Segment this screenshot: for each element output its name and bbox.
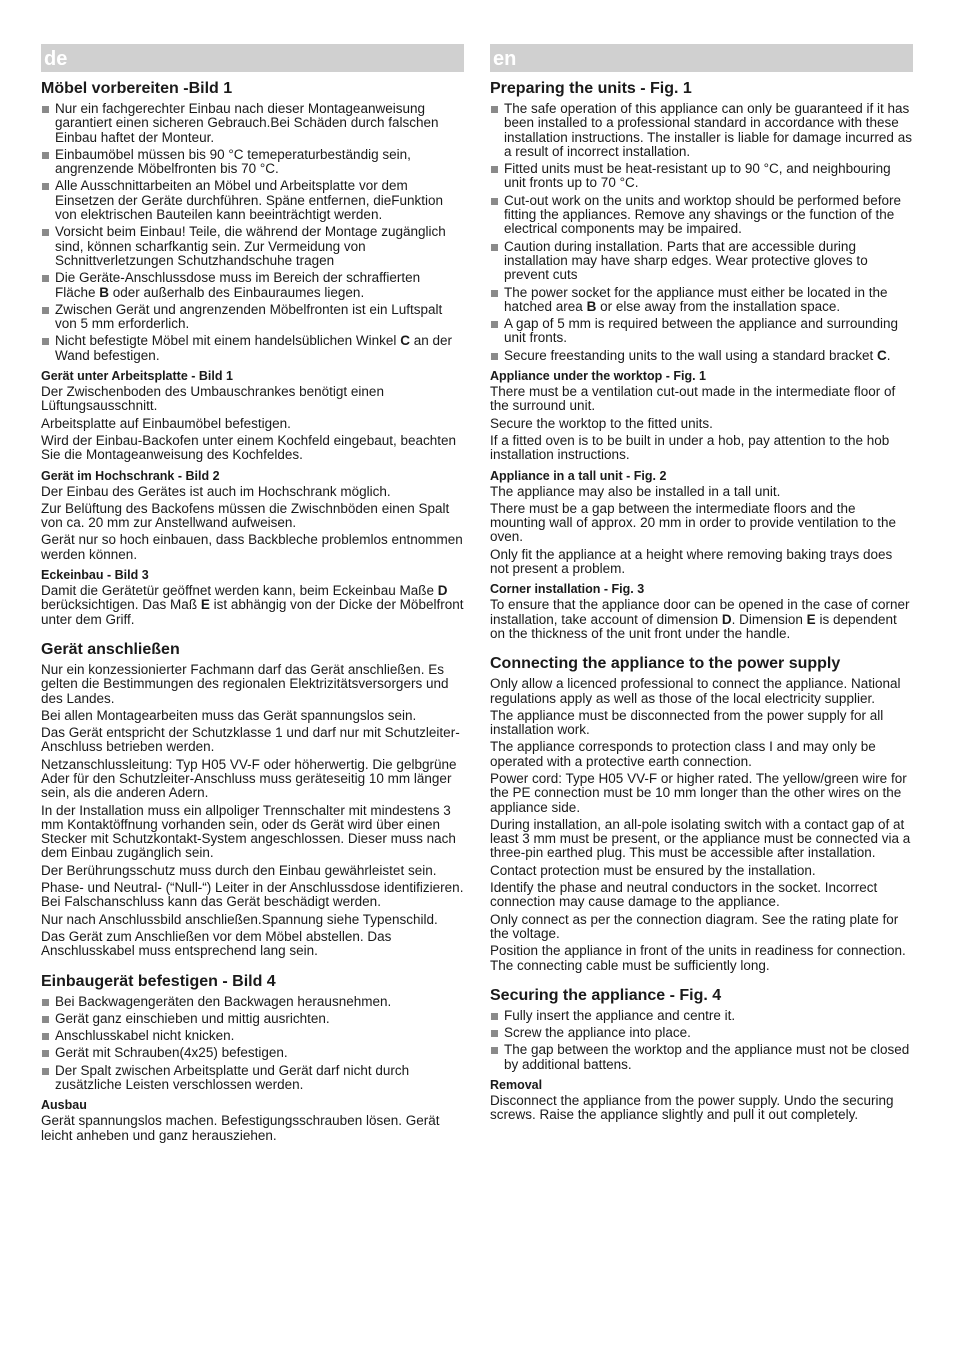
label-letter: B (99, 284, 110, 300)
text-run: Gerät ganz einschieben und mittig ausrichten. (55, 1010, 330, 1026)
list-item (41, 995, 464, 1009)
paragraph: The appliance corresponds to protection class I and may only be operated with a protective earth connection. (490, 739, 876, 769)
bullet-square-icon (491, 353, 498, 360)
text-run: Alle Ausschnittarbeiten an Möbel und Arbeitsplatte vor dem Einsetzen der Geräte durchführen. Späne entfernen, dieFunktion von elektrischen Bauteilen kann beeinträchtigt werden. (55, 178, 443, 223)
text-run: is dependent on the thickness of the unit front under the handle. (490, 611, 897, 641)
bullet-square-icon (42, 1016, 49, 1023)
text-run: or else away from the installation space. (596, 298, 841, 314)
bullet-list (41, 102, 464, 363)
text-run: . Dimension (731, 611, 807, 627)
bullet-square-icon (42, 275, 49, 282)
list-item (41, 334, 464, 363)
list-item (490, 162, 913, 191)
text-run: To ensure that the appliance door can be opened in the case of corner installation, take account of dimension (490, 597, 910, 627)
paragraph: During installation, an all-pole isolating switch with a contact gap of at least 3 mm must be present, or the appliance must be connected via a three-pin earthed plug. This must be accessible after installation. (490, 816, 911, 861)
text-run: Cut-out work on the units and worktop should be performed before fitting the appliances. Remove any shavings or the function of the electrical components may be impaired. (504, 192, 901, 237)
bullet-square-icon (42, 229, 49, 236)
list-item (41, 1064, 464, 1093)
paragraph: Nur ein konzessionierter Fachmann darf das Gerät anschließen. Es gelten die Bestimmungen des regionalen Elektrizitätsversorgers und des Landes. (41, 661, 449, 706)
paragraph: In der Installation muss ein allpoliger Trennschalter mit mindestens 3 mm Kontaktöffnung vorhanden sein, oder ds Gerät wird über einen Stecker mit Schutzkontakt-System angeschlossen. Dieser muss nach dem Einbau zugänglich sein. (41, 802, 456, 861)
list-item (490, 317, 913, 346)
paragraph: The appliance may also be installed in a tall unit. (490, 483, 781, 499)
text-run: Gerät mit Schrauben(4x25) befestigen. (55, 1045, 288, 1061)
subsection-heading: Eckeinbau - Bild 3 (41, 568, 149, 583)
list-item (490, 286, 913, 315)
text-run: Caution during installation. Parts that are accessible during installation may have sharp edges. Wear protective gloves to prevent cuts (504, 238, 868, 283)
bullet-square-icon (42, 338, 49, 345)
bullet-square-icon (491, 244, 498, 251)
bullet-square-icon (42, 1068, 49, 1075)
paragraph: Only fit the appliance at a height where removing baking trays does not present a problem. (490, 546, 893, 577)
bullet-square-icon (491, 1047, 498, 1054)
label-letter: E (200, 597, 210, 613)
text-run: Fitted units must be heat-resistant up to 90 °C, and neighbouring unit fronts up to 70 °C. (504, 161, 891, 191)
text-run: Screw the appliance into place. (504, 1025, 691, 1041)
paragraph: Zur Belüftung des Backofens müssen die Zwischnböden einen Spalt von ca. 20 mm zur Anstellwand aufweisen. (41, 500, 450, 531)
label-letter: E (806, 611, 816, 627)
paragraph: Der Zwischenboden des Umbauschrankes benötigt einen Lüftungsausschnitt. (41, 384, 384, 414)
paragraph: Secure the worktop to the fitted units. (490, 415, 713, 431)
text-run: Vorsicht beim Einbau! Teile, die während der Montage zugänglich sind, können scharfkantig sein. Zur Vermeidung von Schnittverletzungen Schutzhandschuhe tragen (55, 224, 446, 268)
subsection-heading: Gerät unter Arbeitsplatte - Bild 1 (41, 369, 233, 384)
text-run: Nur ein fachgerechter Einbau nach dieser Montageanweisung garantiert einen sicheren Gebrauch.Bei Schäden durch falschen Einbau haftet der Monteur. (55, 101, 439, 145)
paragraph: Gerät nur so hoch einbauen, dass Backbleche problemlos entnommen werden können. (41, 532, 463, 562)
label-letter: D (437, 583, 448, 599)
text-run: Zwischen Gerät und angrenzenden Möbelfronten ist ein Luftspalt von 5 mm erforderlich. (55, 301, 443, 332)
paragraph: Arbeitsplatte auf Einbaumöbel befestigen. (41, 415, 291, 431)
list-item (41, 102, 464, 145)
bullet-square-icon (42, 152, 49, 159)
label-letter: C (400, 333, 410, 349)
paragraph: Phase- und Neutral- (“Null-“) Leiter in der Anschlussdose identifizieren. Bei Falschanschluss kann das Gerät beschädigt werden. (41, 880, 464, 910)
list-item (490, 1009, 913, 1023)
bullet-square-icon (42, 1050, 49, 1057)
paragraph: Power cord: Type H05 VV-F or higher rated. The yellow/green wire for the PE connection must be 10 mm longer than the other wires on the appliance side. (490, 770, 907, 815)
text-run: Anschlusskabel nicht knicken. (55, 1028, 235, 1044)
text-run: Bei Backwagengeräten den Backwagen herausnehmen. (55, 993, 392, 1009)
bullet-list (490, 1009, 913, 1072)
text-run: Nicht befestigte Möbel mit einem handelsüblichen Winkel (55, 333, 401, 349)
list-item (490, 240, 913, 283)
paragraph: Only connect as per the connection diagram. See the rating plate for the voltage. (490, 911, 899, 941)
list-item (41, 1029, 464, 1043)
paragraph: Bei allen Montagearbeiten muss das Gerät spannungslos sein. (41, 707, 417, 723)
bullet-square-icon (42, 1033, 49, 1040)
paragraph (490, 598, 913, 641)
text-run: an der Wand befestigen. (55, 333, 452, 363)
bullet-square-icon (491, 198, 498, 205)
paragraph: Wird der Einbau-Backofen unter einem Kochfeld eingebaut, beachten Sie die Montageanweisung des Kochfeldes. (41, 432, 457, 463)
paragraph: Contact protection must be ensured by the installation. (490, 862, 816, 878)
list-item (41, 148, 464, 177)
paragraph: Das Gerät zum Anschließen vor dem Möbel abstellen. Das Anschlusskabel muss entsprechend lang sein. (41, 928, 392, 959)
bullet-square-icon (42, 183, 49, 190)
bullet-square-icon (491, 290, 498, 297)
paragraph: Nur nach Anschlussbild anschließen.Spannung siehe Typenschild. (41, 911, 438, 927)
list-item (41, 1012, 464, 1026)
label-letter: B (586, 298, 597, 314)
subsection-heading: Gerät im Hochschrank - Bild 2 (41, 468, 220, 483)
text-run: Fully insert the appliance and centre it. (504, 1007, 736, 1023)
bullet-square-icon (42, 999, 49, 1006)
subsection-heading: Removal (490, 1078, 543, 1093)
paragraph: Identify the phase and neutral conductors in the socket. Incorrect connection may cause damage to the appliance. (490, 880, 878, 910)
paragraph: If a fitted oven is to be built in under a hob, pay attention to the hob installation instructions. (490, 432, 890, 463)
bullet-square-icon (491, 1030, 498, 1037)
list-item (490, 102, 913, 159)
section-heading: Preparing the units - Fig. 1 (490, 80, 692, 97)
text-run: Secure freestanding units to the wall using a standard bracket (504, 347, 877, 363)
text-run: The safe operation of this appliance can only be guaranteed if it has been installed to a professional standard in accordance with these installation instructions. The installer is liable for damage incurred as a result of incorrect installation. (504, 101, 912, 159)
paragraph: Gerät spannungslos machen. Befestigungsschrauben lösen. Gerät leicht anheben und ganz herausziehen. (41, 1113, 440, 1143)
label-letter: D (721, 611, 732, 627)
paragraph: Der Berührungsschutz muss durch den Einbau gewährleistet sein. (41, 862, 437, 878)
list-item (41, 225, 464, 268)
list-item (41, 179, 464, 222)
text-run: Damit die Gerätetür geöffnet werden kann, beim Eckeinbau Maße (41, 583, 438, 599)
text-run: Der Spalt zwischen Arbeitsplatte und Gerät darf nicht durch zusätzliche Leisten verschlossen werden. (55, 1062, 410, 1093)
bullet-square-icon (491, 1013, 498, 1020)
text-run: berücksichtigen. Das Maß (41, 597, 201, 613)
section-heading: Securing the appliance - Fig. 4 (490, 986, 722, 1004)
bullet-list (41, 995, 464, 1093)
paragraph: The appliance must be disconnected from the power supply for all installation work. (490, 707, 884, 738)
bullet-square-icon (491, 106, 498, 113)
text-run: The power socket for the appliance must either be located in the hatched area (504, 284, 888, 314)
subsection-heading: Ausbau (41, 1098, 87, 1113)
label-letter: C (876, 347, 887, 363)
text-run: Die Geräte-Anschlussdose muss im Bereich der schraffierten Fläche (55, 270, 421, 300)
section-heading: Gerät anschließen (41, 640, 180, 658)
list-item (41, 271, 464, 300)
paragraph: There must be a gap between the intermediate floors and the mounting wall of approx. 20 mm in order to provide ventilation to the oven. (490, 500, 896, 545)
text-run: oder außerhalb des Einbauraumes liegen. (109, 284, 365, 300)
section-heading: Connecting the appliance to the power supply (490, 655, 841, 673)
list-item (490, 194, 913, 237)
list-item (490, 349, 913, 363)
paragraph: There must be a ventilation cut-out made in the intermediate floor of the surround unit. (490, 384, 896, 414)
bullet-square-icon (491, 321, 498, 328)
text-run: Einbaumöbel müssen bis 90 °C temeperaturbeständig sein, angrenzende Möbelfronten bis 70 °C. (55, 146, 411, 177)
bullet-list (490, 102, 913, 363)
text-run: ist abhängig von der Dicke der Möbelfront unter dem Griff. (41, 597, 464, 627)
section-heading: Einbaugerät befestigen - Bild 4 (41, 972, 276, 990)
german-column (41, 44, 464, 1146)
language-header: en (490, 44, 913, 72)
paragraph: Disconnect the appliance from the power supply. Undo the securing screws. Raise the appliance slightly and pull it out completely. (490, 1093, 894, 1123)
list-item (41, 303, 464, 332)
paragraph: Der Einbau des Gerätes ist auch im Hochschrank möglich. (41, 483, 391, 499)
english-column (490, 44, 913, 1126)
paragraph (41, 584, 464, 627)
subsection-heading: Appliance under the worktop - Fig. 1 (490, 369, 706, 384)
text-run: A gap of 5 mm is required between the appliance and surrounding unit fronts. (504, 316, 899, 346)
section-heading: Möbel vorbereiten -Bild 1 (41, 80, 233, 97)
paragraph: Position the appliance in front of the units in readiness for connection. The connecting cable must be sufficiently long. (490, 943, 906, 973)
list-item (490, 1043, 913, 1072)
paragraph: Netzanschlussleitung: Typ H05 VV-F oder höherwertig. Die gelbgrüne Ader für den Schutzleiter-Anschluss muss geräteseitig 10 mm länger sein, als die anderen Adern. (41, 756, 457, 801)
text-run: The gap between the worktop and the appliance must not be closed by additional battens. (504, 1042, 910, 1072)
language-header: de (41, 44, 464, 72)
paragraph: Only allow a licenced professional to connect the appliance. National regulations apply as well as those of the local electricity supplier. (490, 676, 901, 706)
list-item (41, 1046, 464, 1060)
text-run: . (886, 347, 891, 363)
paragraph: Das Gerät entspricht der Schutzklasse 1 und darf nur mit Schutzleiter-Anschluss betrieben werden. (41, 725, 460, 755)
subsection-heading: Appliance in a tall unit - Fig. 2 (490, 468, 667, 483)
subsection-heading: Corner installation - Fig. 3 (490, 582, 645, 597)
bullet-square-icon (491, 166, 498, 173)
bullet-square-icon (42, 106, 49, 113)
list-item (490, 1026, 913, 1040)
bullet-square-icon (42, 307, 49, 314)
